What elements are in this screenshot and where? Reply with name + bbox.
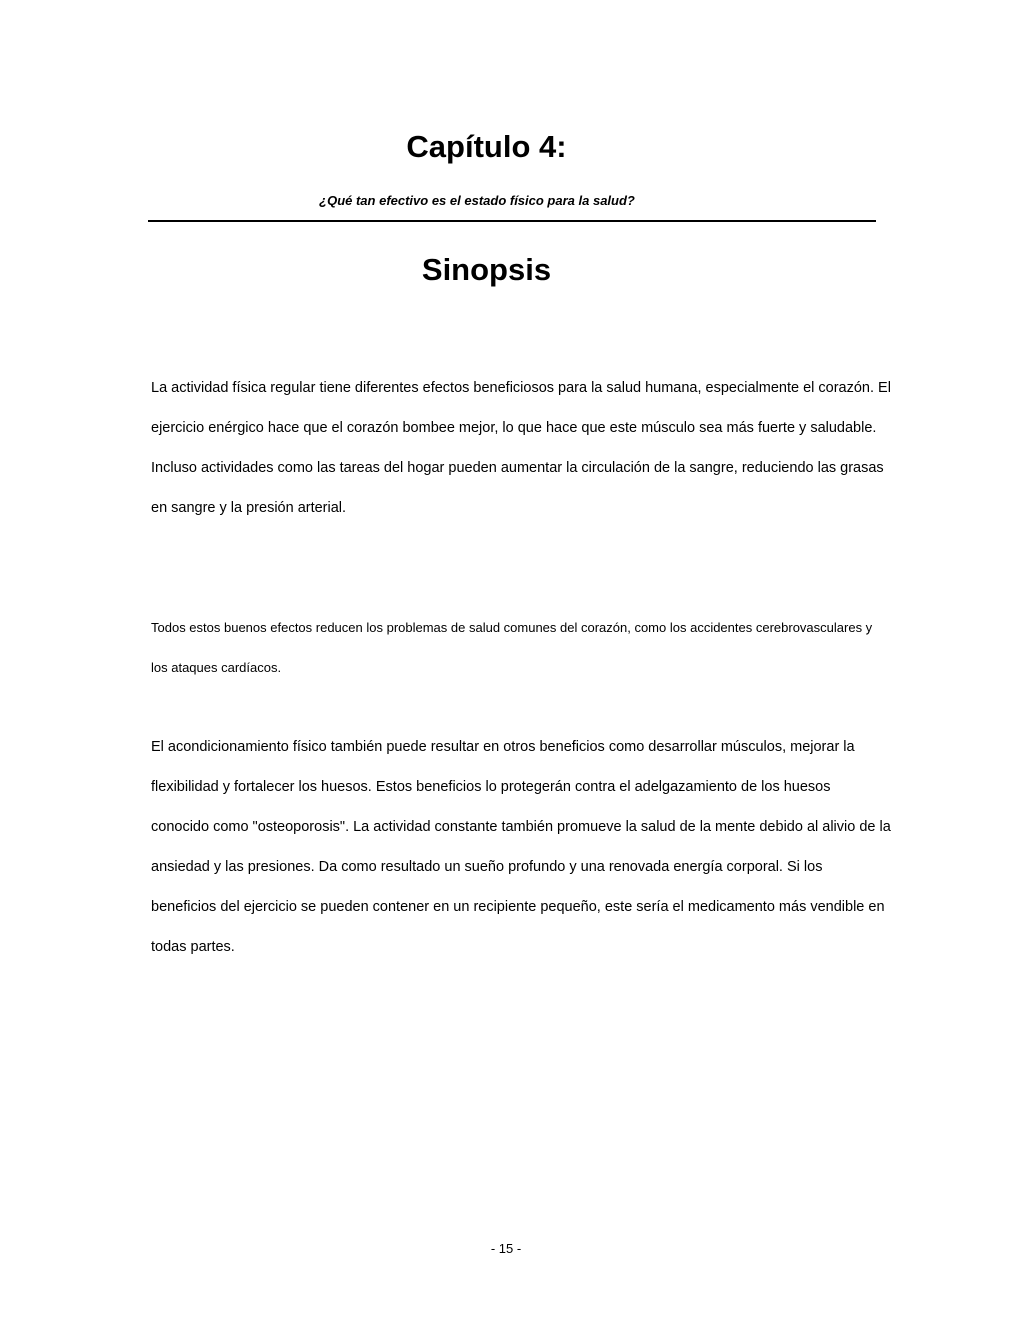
horizontal-rule: [148, 220, 876, 222]
body-paragraph-3: El acondicionamiento físico también puede resultar en otros beneficios como desarrollar músculos, mejorar la flexibilidad y fortalecer los huesos. Estos beneficios lo protegerán contra el adelgazamiento de los huesos conocido como "osteoporosis". La actividad constante también promueve la salud de la mente debido al alivio de la ansiedad y las presiones. Da como resultado un sueño profundo y una renovada energía corporal. Si los beneficios del ejercicio se pueden contener en un recipiente pequeño, este sería el medicamento más vendible en todas partes.: [151, 739, 891, 955]
chapter-subtitle: ¿Qué tan efectivo es el estado físico para la salud?: [319, 193, 635, 208]
section-title: Sinopsis: [421, 252, 552, 287]
chapter-title: Capítulo 4:: [406, 129, 567, 164]
body-paragraph-2: Todos estos buenos efectos reducen los problemas de salud comunes del corazón, como los accidentes cerebrovasculares y los ataques cardíacos.: [151, 620, 873, 675]
page-number: - 15 -: [490, 1241, 522, 1256]
body-paragraph-1: La actividad física regular tiene diferentes efectos beneficiosos para la salud humana, especialmente el corazón. El ejercicio enérgico hace que el corazón bombee mejor, lo que hace que este músculo sea más fuerte y saludable. Incluso actividades como las tareas del hogar pueden aumentar la circulación de la sangre, reduciendo las grasas en sangre y la presión arterial.: [151, 380, 891, 516]
